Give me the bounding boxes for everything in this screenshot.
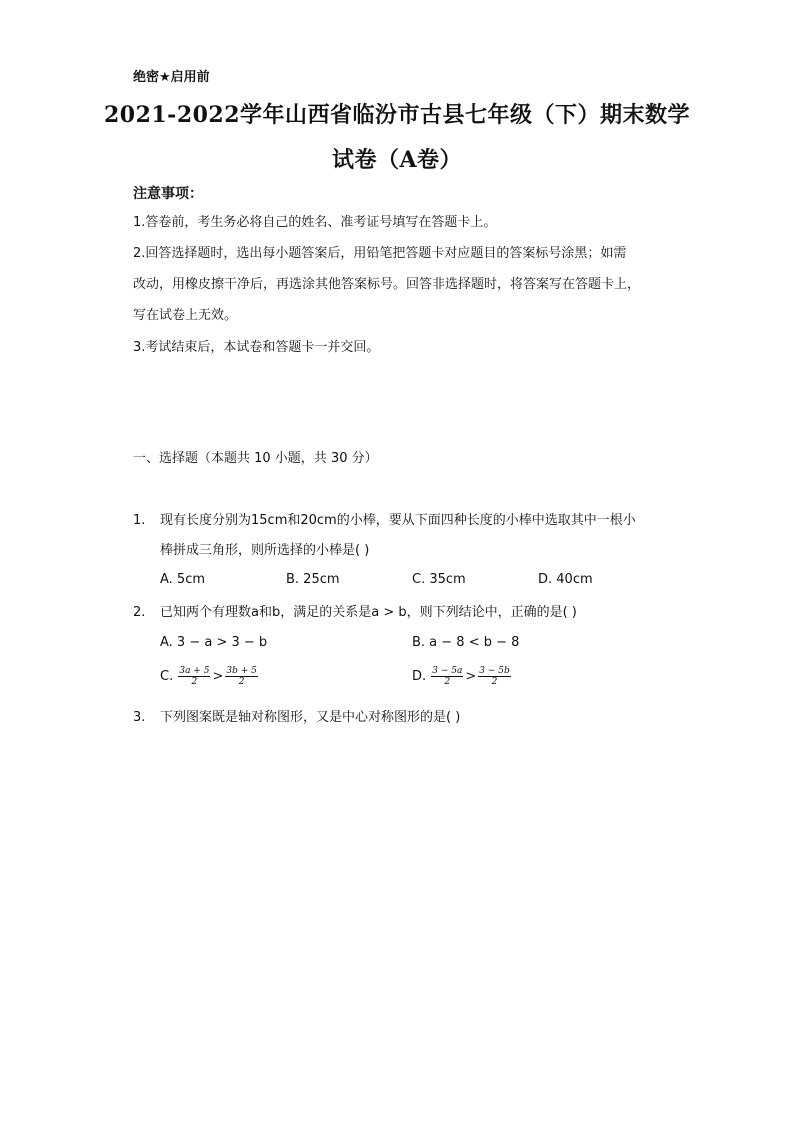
greater-than-sign: > [212,669,224,684]
question-1-number: 1. [133,513,146,528]
confidential-label: 绝密★启用前 [133,70,210,85]
fraction-denominator: 2 [491,677,498,687]
option-d-lhs-fraction [431,666,463,687]
option-c-rhs-fraction [225,666,257,687]
fraction-denominator: 2 [444,677,451,687]
question-2-text: 已知两个有理数a和b，满足的关系是a > b，则下列结论中，正确的是( ) [160,605,577,620]
notice-heading: 注意事项： [133,186,203,202]
question-2-option-d [412,666,512,687]
question-2-number: 2. [133,605,146,620]
notice-item-2-line2: 改动，用橡皮擦干净后，再选涂其他答案标号。回答非选择题时，将答案写在答题卡上， [133,277,641,292]
question-2-option-b: B. a − 8 < b − 8 [412,635,520,650]
fraction-numerator: 3b + 5 [226,666,257,676]
exam-title-line2: 试卷（A卷） [331,147,463,173]
fraction-numerator: 3 − 5a [432,666,463,676]
option-c-lhs-fraction [178,666,210,687]
question-1-line1: 现有长度分别为15cm和20cm的小棒，要从下面四种长度的小棒中选取其中一根小 [160,513,636,528]
question-2-option-c [160,666,259,687]
fraction-numerator: 3a + 5 [179,666,210,676]
notice-item-1: 1.答卷前，考生务必将自己的姓名、准考证号填写在答题卡上。 [133,215,497,230]
option-d-label: D. [412,669,427,684]
fraction-numerator: 3 − 5b [479,666,510,676]
fraction-denominator: 2 [191,677,198,687]
question-1-option-a: A. 5cm [160,572,206,587]
greater-than-sign: > [465,669,477,684]
section-choice-title: 一、选择题（本题共 10 小题，共 30 分） [133,451,378,466]
question-1-line2: 棒拼成三角形，则所选择的小棒是( ) [160,543,370,558]
question-3-number: 3. [133,710,146,725]
option-c-label: C. [160,669,174,684]
question-1-option-b: B. 25cm [286,572,340,587]
fraction-denominator: 2 [238,677,245,687]
exam-title-line1: 2021-2022学年山西省临汾市古县七年级（下）期末数学 [103,102,691,128]
notice-item-2-line1: 2.回答选择题时，选出每小题答案后，用铅笔把答题卡对应题目的答案标号涂黑；如需 [133,246,627,261]
question-2-option-a: A. 3 − a > 3 − b [160,635,268,650]
option-d-rhs-fraction [478,666,510,687]
question-1-option-d: D. 40cm [538,572,593,587]
question-3-text: 下列图案既是轴对称图形，又是中心对称图形的是( ) [160,710,461,725]
notice-item-2-line3: 写在试卷上无效。 [133,308,238,323]
notice-item-3: 3.考试结束后，本试卷和答题卡一并交回。 [133,340,380,355]
question-1-option-c: C. 35cm [412,572,466,587]
